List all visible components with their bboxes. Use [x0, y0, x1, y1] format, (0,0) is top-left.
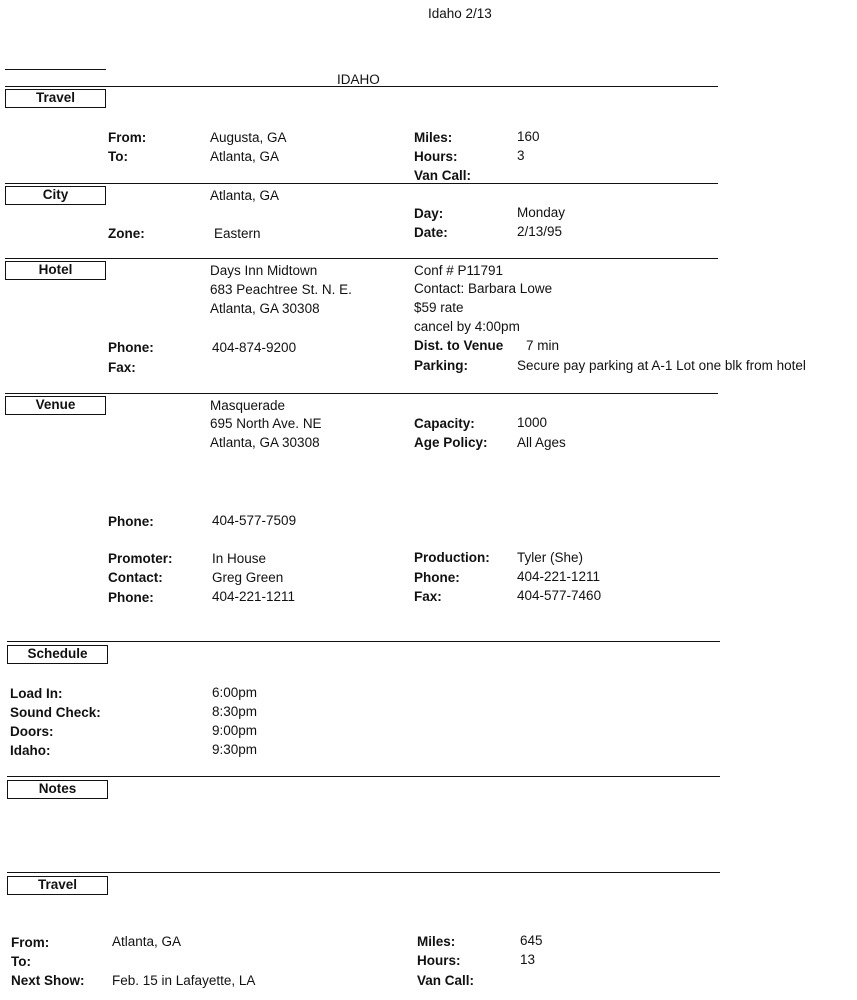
venue-fax-value: 404-577-7460 — [517, 588, 602, 603]
venue-production-phone-label: Phone: — [414, 570, 460, 585]
tab-city: City — [5, 186, 106, 205]
venue-phone-value: 404-577-7509 — [212, 513, 297, 528]
venue-production-value: Tyler (She) — [517, 550, 584, 565]
city-date-value: 2/13/95 — [517, 224, 563, 239]
venue-capacity-label: Capacity: — [414, 416, 475, 431]
hotel-cancel: cancel by 4:00pm — [414, 319, 520, 334]
title-rule-left — [5, 69, 106, 70]
city-name: Atlanta, GA — [210, 188, 280, 203]
tab-travel: Travel — [5, 89, 106, 108]
tab-hotel: Hotel — [5, 261, 106, 280]
next-hours-label: Hours: — [417, 953, 461, 968]
notes-rule — [7, 776, 720, 777]
venue-capacity-value: 1000 — [517, 415, 548, 430]
venue-age-label: Age Policy: — [414, 435, 488, 450]
next-to-label: To: — [11, 954, 31, 969]
travel-miles-label: Miles: — [414, 130, 453, 145]
next-miles-value: 645 — [520, 933, 543, 948]
hotel-rate: $59 rate — [414, 300, 464, 315]
next-hours-value: 13 — [520, 952, 536, 967]
tab-schedule: Schedule — [7, 645, 108, 664]
venue-contact-label: Contact: — [108, 570, 163, 585]
venue-promoter-label: Promoter: — [108, 551, 173, 566]
city-zone-label: Zone: — [108, 226, 145, 241]
travel-miles-value: 160 — [517, 129, 540, 144]
travel-to-value: Atlanta, GA — [210, 149, 280, 164]
travel-next-rule — [7, 872, 720, 873]
hotel-conf: Conf # P11791 — [414, 263, 504, 278]
hotel-dist-value: 7 min — [526, 338, 560, 353]
city-date-label: Date: — [414, 225, 448, 240]
page-title: IDAHO — [337, 72, 380, 87]
venue-phone-label: Phone: — [108, 514, 154, 529]
hotel-address-line2: Atlanta, GA 30308 — [210, 301, 320, 316]
venue-fax-label: Fax: — [414, 589, 442, 604]
travel-from-label: From: — [108, 130, 147, 145]
next-show-label: Next Show: — [11, 973, 85, 988]
schedule-item-time: 9:00pm — [212, 723, 258, 738]
venue-promoter-value: In House — [212, 551, 267, 566]
next-from-value: Atlanta, GA — [112, 934, 182, 949]
schedule-rule — [7, 641, 720, 642]
hotel-parking-value: Secure pay parking at A-1 Lot one blk from hotel — [517, 358, 806, 373]
schedule-item-time: 9:30pm — [212, 742, 258, 757]
travel-hours-label: Hours: — [414, 149, 458, 164]
title-rule — [5, 86, 718, 87]
schedule-item-label: Doors: — [10, 724, 54, 739]
venue-name: Masquerade — [210, 398, 286, 413]
travel-to-label: To: — [108, 149, 128, 164]
city-day-value: Monday — [517, 205, 566, 220]
hotel-parking-label: Parking: — [414, 358, 469, 373]
venue-address-line1: 695 North Ave. NE — [210, 416, 322, 431]
schedule-item-time: 6:00pm — [212, 685, 258, 700]
hotel-fax-label: Fax: — [108, 360, 136, 375]
next-van-call-label: Van Call: — [417, 973, 475, 988]
city-rule — [5, 183, 718, 184]
venue-contact-value: Greg Green — [212, 570, 284, 585]
hotel-address-line1: 683 Peachtree St. N. E. — [210, 282, 352, 297]
hotel-phone-label: Phone: — [108, 340, 154, 355]
hotel-name: Days Inn Midtown — [210, 263, 318, 278]
city-zone-value: Eastern — [214, 226, 261, 241]
hotel-dist-label: Dist. to Venue — [414, 338, 504, 353]
travel-van-call-label: Van Call: — [414, 168, 472, 183]
venue-production-label: Production: — [414, 550, 490, 565]
schedule-item-label: Sound Check: — [10, 705, 101, 720]
hotel-contact: Contact: Barbara Lowe — [414, 281, 553, 296]
tab-venue: Venue — [5, 396, 106, 415]
schedule-item-time: 8:30pm — [212, 704, 258, 719]
hotel-rule — [5, 258, 718, 259]
travel-hours-value: 3 — [517, 148, 525, 163]
city-day-label: Day: — [414, 206, 444, 221]
schedule-item-label: Idaho: — [10, 743, 51, 758]
venue-production-phone-value: 404-221-1211 — [517, 569, 601, 584]
venue-rule — [5, 393, 718, 394]
venue-address-line2: Atlanta, GA 30308 — [210, 435, 320, 450]
venue-age-value: All Ages — [517, 435, 566, 450]
travel-from-value: Augusta, GA — [210, 130, 287, 145]
venue-contact-phone-value: 404-221-1211 — [212, 589, 296, 604]
hotel-phone-value: 404-874-9200 — [212, 340, 297, 355]
tab-notes: Notes — [7, 780, 108, 799]
next-miles-label: Miles: — [417, 934, 456, 949]
venue-contact-phone-label: Phone: — [108, 590, 154, 605]
next-from-label: From: — [11, 935, 50, 950]
next-show-value: Feb. 15 in Lafayette, LA — [112, 973, 256, 988]
page-header: Idaho 2/13 — [428, 6, 492, 21]
schedule-item-label: Load In: — [10, 686, 63, 701]
tab-travel-next: Travel — [7, 876, 108, 895]
